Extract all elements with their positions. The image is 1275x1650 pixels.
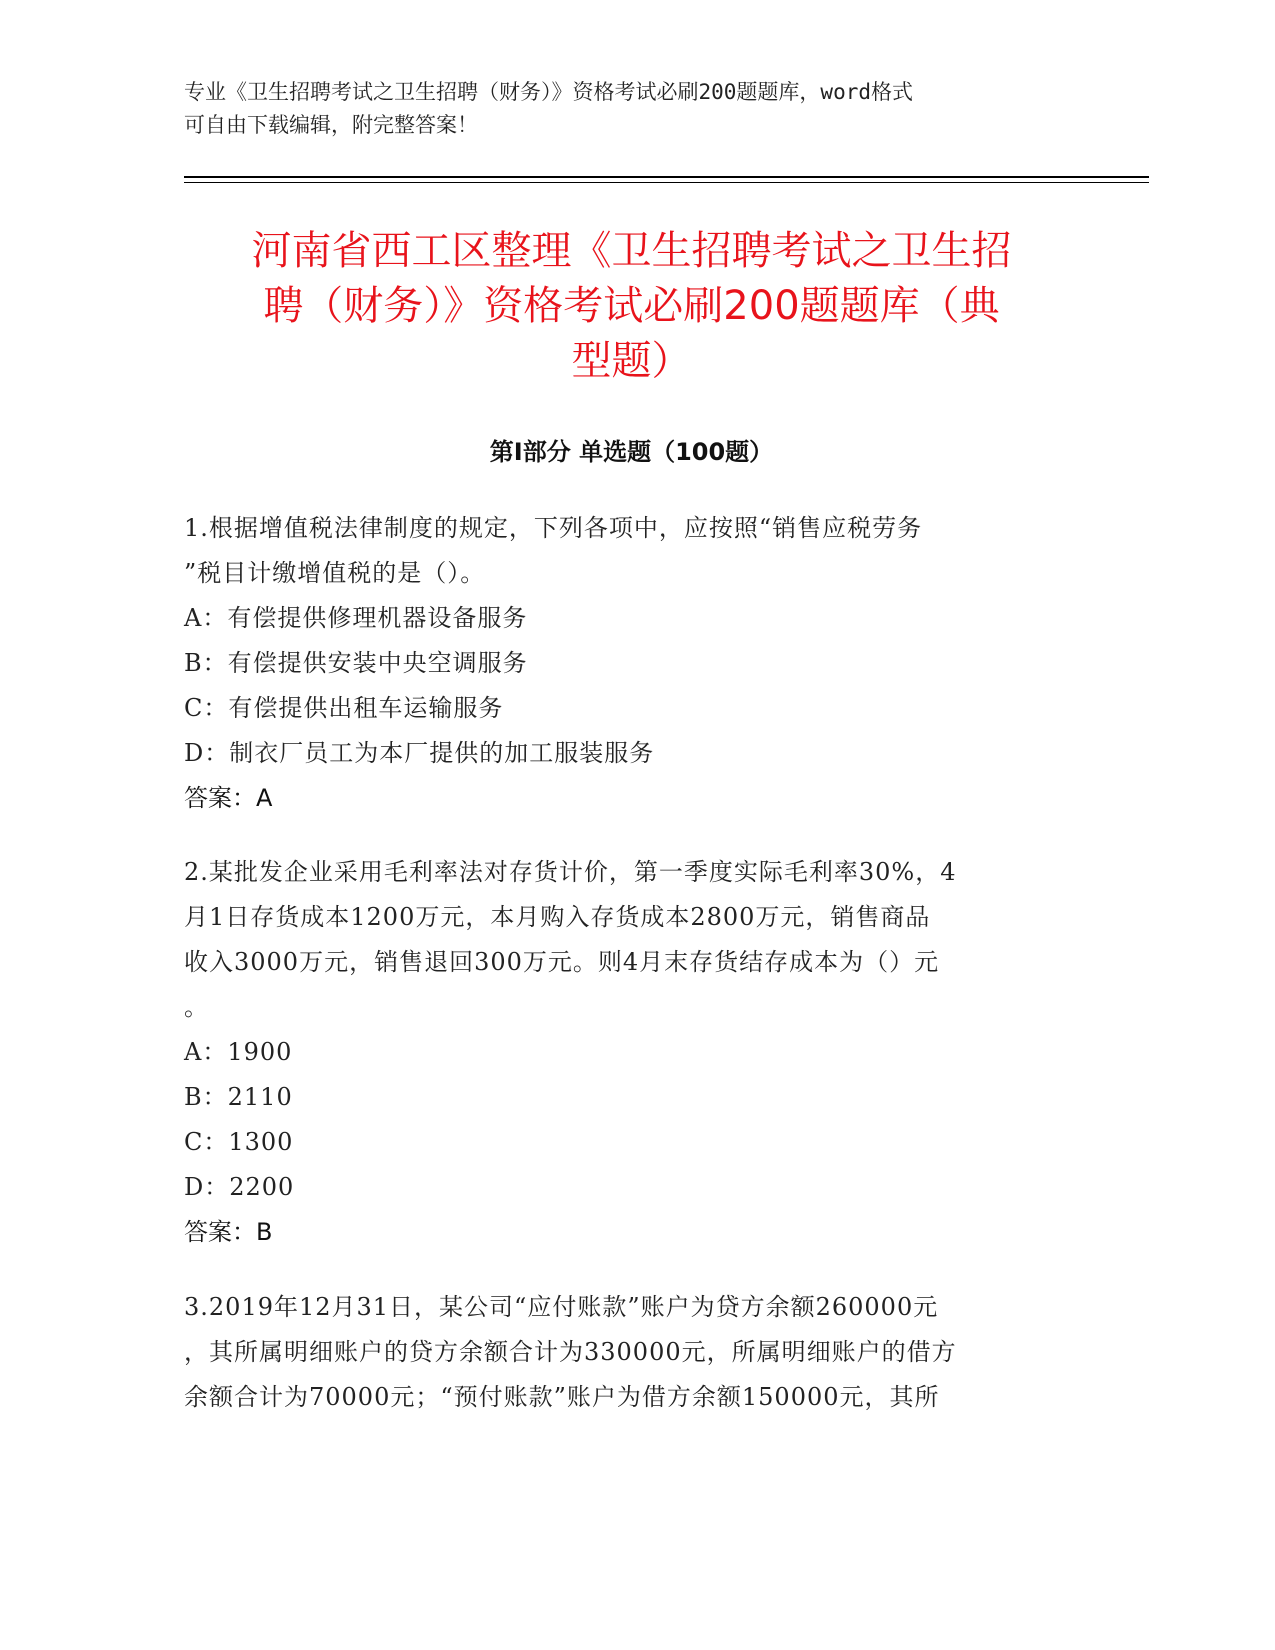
option-b: B：有偿提供安装中央空调服务 <box>184 649 528 677</box>
section-title: 第Ⅰ部分 单选题（100题） <box>489 438 774 466</box>
option-b: B：2110 <box>184 1083 293 1111</box>
question-stem-line: 。 <box>184 993 209 1021</box>
question-stem-line: ，其所属明细账户的贷方余额合计为330000元，所属明细账户的借方 <box>184 1338 957 1366</box>
question-1 <box>184 506 1079 821</box>
document-title-line-3: 型题） <box>571 338 692 384</box>
option-c: C：1300 <box>184 1128 294 1156</box>
question-stem-line: 月1日存货成本1200万元，本月购入存货成本2800万元，销售商品 <box>184 903 931 931</box>
header-note-line-2: 可自由下载编辑，附完整答案！ <box>184 113 478 137</box>
answer-label: 答案：A <box>184 784 273 812</box>
option-a: A：有偿提供修理机器设备服务 <box>184 604 528 632</box>
document-title-line-2: 聘（财务）》资格考试必刷200题题库（典 <box>263 283 1000 329</box>
header-note <box>184 76 1064 142</box>
question-stem-line: 2.某批发企业采用毛利率法对存货计价，第一季度实际毛利率30%，4 <box>184 858 957 886</box>
header-note-line-1: 专业《卫生招聘考试之卫生招聘（财务）》资格考试必刷200题题库，word格式 <box>184 80 913 104</box>
document-title-line-1: 河南省西工区整理《卫生招聘考试之卫生招 <box>251 228 1012 274</box>
question-stem-line: 3.2019年12月31日，某公司“应付账款”账户为贷方余额260000元 <box>184 1293 939 1321</box>
header-divider-thin <box>184 182 1149 183</box>
question-2 <box>184 850 1079 1255</box>
option-d: D：2200 <box>184 1173 295 1201</box>
question-stem-line: 收入3000万元，销售退回300万元。则4月末存货结存成本为（）元 <box>184 948 940 976</box>
document-title <box>184 224 1079 389</box>
question-stem-line: 余额合计为70000元；“预付账款”账户为借方余额150000元，其所 <box>184 1383 940 1411</box>
option-c: C：有偿提供出租车运输服务 <box>184 694 504 722</box>
answer-label: 答案：B <box>184 1218 273 1246</box>
question-3 <box>184 1285 1079 1420</box>
question-stem-line: 1.根据增值税法律制度的规定，下列各项中，应按照“销售应税劳务 <box>184 514 923 542</box>
option-a: A：1900 <box>184 1038 293 1066</box>
option-d: D：制衣厂员工为本厂提供的加工服装服务 <box>184 739 655 767</box>
header-divider-thick <box>184 176 1149 178</box>
question-stem-line: ”税目计缴增值税的是（）。 <box>184 559 486 587</box>
